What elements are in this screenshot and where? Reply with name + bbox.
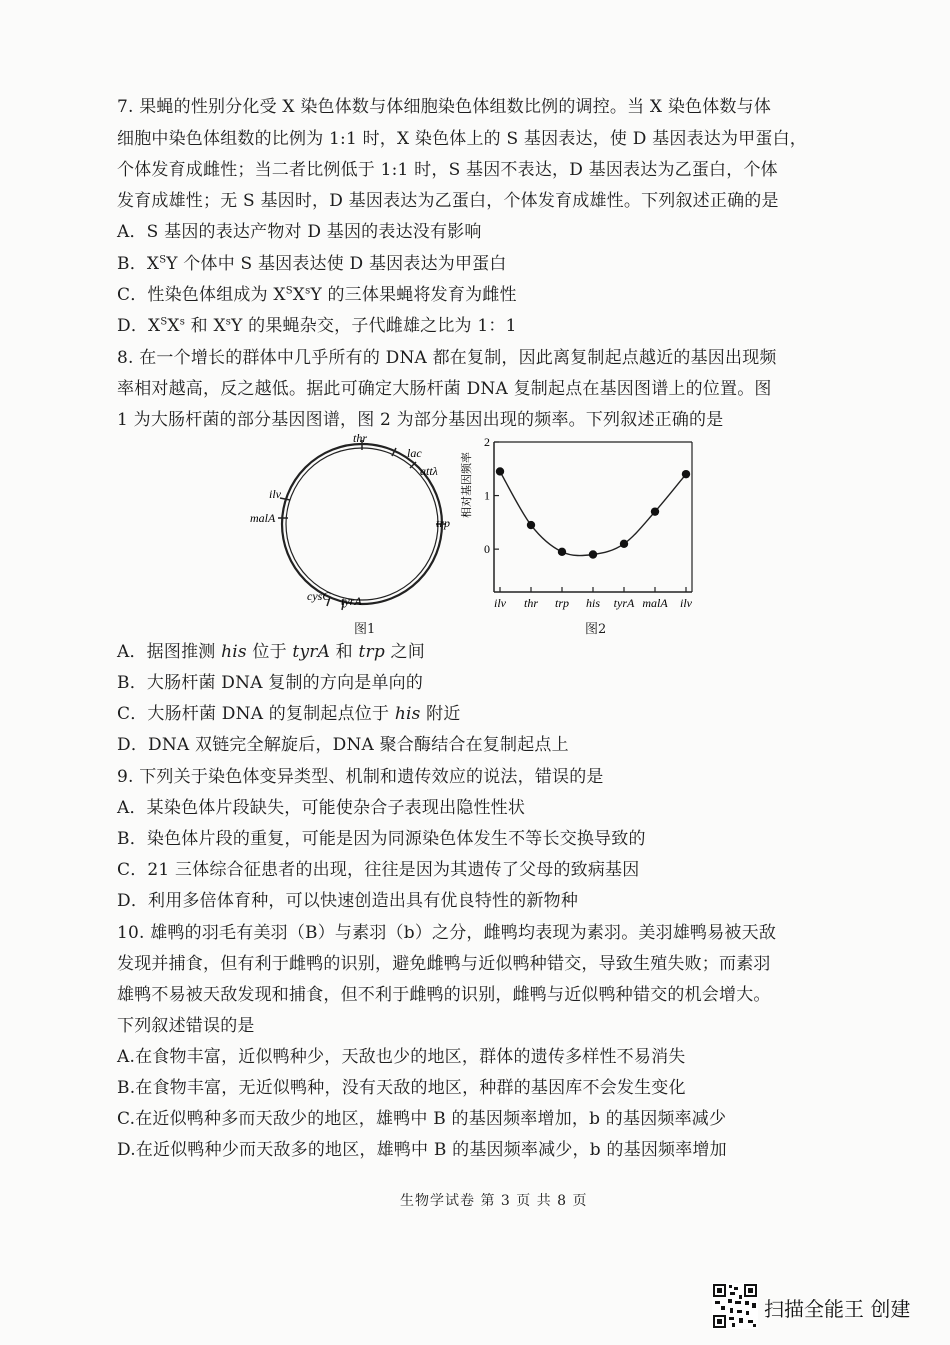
q9-option-b: B．染色体片段的重复，可能是因为同源染色体发生不等长交换导致的 bbox=[117, 829, 646, 849]
q10-stem-line-2: 发现并捕食，但有利于雌鸭的识别，避免雌鸭与近似鸭种错交，导致生殖失败；而素羽 bbox=[117, 954, 771, 974]
x-tick-label-ilv: ilv bbox=[494, 596, 506, 610]
y-tick-label: 2 bbox=[484, 435, 490, 449]
y-axis-label: 相对基因频率 bbox=[460, 452, 473, 518]
gene-label-lac: lac bbox=[407, 446, 422, 460]
q7-stem-line-4: 发育成雄性；无 S 基因时，D 基因表达为乙蛋白，个体发育成雄性。下列叙述正确的是 bbox=[117, 191, 779, 211]
gene-label-att: attλ bbox=[420, 464, 438, 478]
q10-option-b: B.在食物丰富，无近似鸭种，没有天敌的地区，种群的基因库不会发生变化 bbox=[117, 1078, 686, 1098]
q10-stem-line-1: 10. 雄鸭的羽毛有美羽（B）与素羽（b）之分，雌鸭均表现为素羽。美羽雄鸭易被天敌 bbox=[117, 923, 777, 943]
q8-option-a: A．据图推测 his 位于 tyrA 和 trp 之间 bbox=[117, 642, 425, 662]
y-tick-label: 0 bbox=[484, 542, 490, 557]
data-point-ilv bbox=[496, 467, 504, 475]
data-point-tyrA bbox=[620, 540, 628, 548]
x-tick-label-thr: thr bbox=[523, 596, 539, 610]
x-tick-label-his: his bbox=[585, 596, 601, 610]
q8-option-b: B．大肠杆菌 DNA 复制的方向是单向的 bbox=[117, 673, 424, 693]
scanner-watermark: 扫描全能王 创建 bbox=[764, 1297, 911, 1321]
q7-stem-line-2: 细胞中染色体组数的比例为 1:1 时，X 染色体上的 S 基因表达，使 D 基因表达为甲蛋白， bbox=[117, 129, 807, 149]
x-tick-label-trp: trp bbox=[554, 596, 570, 610]
gene-label-malA: malA bbox=[250, 511, 276, 525]
y-tick-label: 1 bbox=[484, 488, 490, 503]
page-footer: 生物学试卷 第 3 页 共 8 页 bbox=[400, 1193, 588, 1209]
figure-2-caption: 图2 bbox=[585, 622, 607, 637]
q8-stem-line-2: 率相对越高，反之越低。据此可确定大肠杆菌 DNA 复制起点在基因图谱上的位置。图 bbox=[117, 379, 772, 399]
gene-label-trp: trp bbox=[436, 516, 451, 530]
q7-option-c: C．性染色体组成为 $X^SX^sY$ 的三体果蝇将发育为雌性 bbox=[117, 285, 517, 305]
qr-code-icon bbox=[712, 1283, 758, 1329]
figure-1-gene-map bbox=[250, 428, 470, 638]
tick-ilv bbox=[280, 498, 290, 500]
q7-stem-line-3: 个体发育成雌性；当二者比例低于 1:1 时，S 基因不表达，D 基因表达为乙蛋白，个体 bbox=[117, 160, 778, 180]
data-point-his bbox=[589, 550, 597, 558]
q9-option-a: A．某染色体片段缺失，可能使杂合子表现出隐性性状 bbox=[117, 798, 526, 818]
q9-option-d: D．利用多倍体育种，可以快速创造出具有优良特性的新物种 bbox=[117, 891, 579, 911]
q8-stem-line-1: 8. 在一个增长的群体中几乎所有的 DNA 都在复制，因此离复制起点越近的基因出现频 bbox=[117, 348, 777, 368]
chromosome-inner-ring bbox=[286, 448, 438, 600]
gene-label-cysC: cysC bbox=[307, 589, 331, 603]
q8-option-d: D．DNA 双链完全解旋后，DNA 聚合酶结合在复制起点上 bbox=[117, 735, 569, 755]
gene-label-thr: thr bbox=[353, 431, 368, 445]
data-point-trp bbox=[558, 548, 566, 556]
figure-1-caption: 图1 bbox=[354, 622, 376, 637]
x-tick-label-ilv: ilv bbox=[680, 596, 692, 610]
q10-stem-line-4: 下列叙述错误的是 bbox=[117, 1016, 255, 1036]
data-point-ilv bbox=[682, 470, 690, 478]
q9-option-c: C．21 三体综合征患者的出现，往往是因为其遗传了父母的致病基因 bbox=[117, 860, 640, 880]
q7-option-b: B．$X^SY$ 个体中 S 基因表达使 D 基因表达为甲蛋白 bbox=[117, 254, 507, 274]
x-tick-label-malA: malA bbox=[642, 596, 668, 610]
q10-option-d: D.在近似鸭种少而天敌多的地区，雄鸭中 B 的基因频率减少，b 的基因频率增加 bbox=[117, 1140, 727, 1160]
data-point-thr bbox=[527, 521, 535, 529]
q7-option-d: D．$X^SX^s$ 和 $X^sY$ 的果蝇杂交，子代雌雄之比为 1：1 bbox=[117, 316, 517, 336]
q8-stem-line-3: 1 为大肠杆菌的部分基因图谱，图 2 为部分基因出现的频率。下列叙述正确的是 bbox=[117, 410, 724, 430]
q10-stem-line-3: 雄鸭不易被天敌发现和捕食，但不利于雌鸭的识别，雌鸭与近似鸭种错交的机会增大。 bbox=[117, 985, 771, 1005]
figure-2-chart bbox=[462, 432, 712, 614]
q10-option-c: C.在近似鸭种多而天敌少的地区，雄鸭中 B 的基因频率增加，b 的基因频率减少 bbox=[117, 1109, 727, 1129]
data-point-malA bbox=[651, 507, 659, 515]
q8-option-c: C．大肠杆菌 DNA 的复制起点位于 his 附近 bbox=[117, 704, 461, 724]
chromosome-outer-ring bbox=[282, 444, 442, 604]
q9-stem: 9. 下列关于染色体变异类型、机制和遗传效应的说法，错误的是 bbox=[117, 767, 604, 787]
q7-stem-line-1: 7. 果蝇的性别分化受 X 染色体数与体细胞染色体组数比例的调控。当 X 染色体数与体 bbox=[117, 97, 772, 117]
gene-label-tyrA: tyrA bbox=[341, 594, 362, 608]
x-tick-label-tyrA: tyrA bbox=[613, 596, 635, 610]
q10-option-a: A.在食物丰富，近似鸭种少，天敌也少的地区，群体的遗传多样性不易消失 bbox=[117, 1047, 686, 1067]
q7-option-a: A．S 基因的表达产物对 D 基因的表达没有影响 bbox=[117, 222, 482, 242]
gene-label-ilv: ilv bbox=[269, 487, 281, 501]
